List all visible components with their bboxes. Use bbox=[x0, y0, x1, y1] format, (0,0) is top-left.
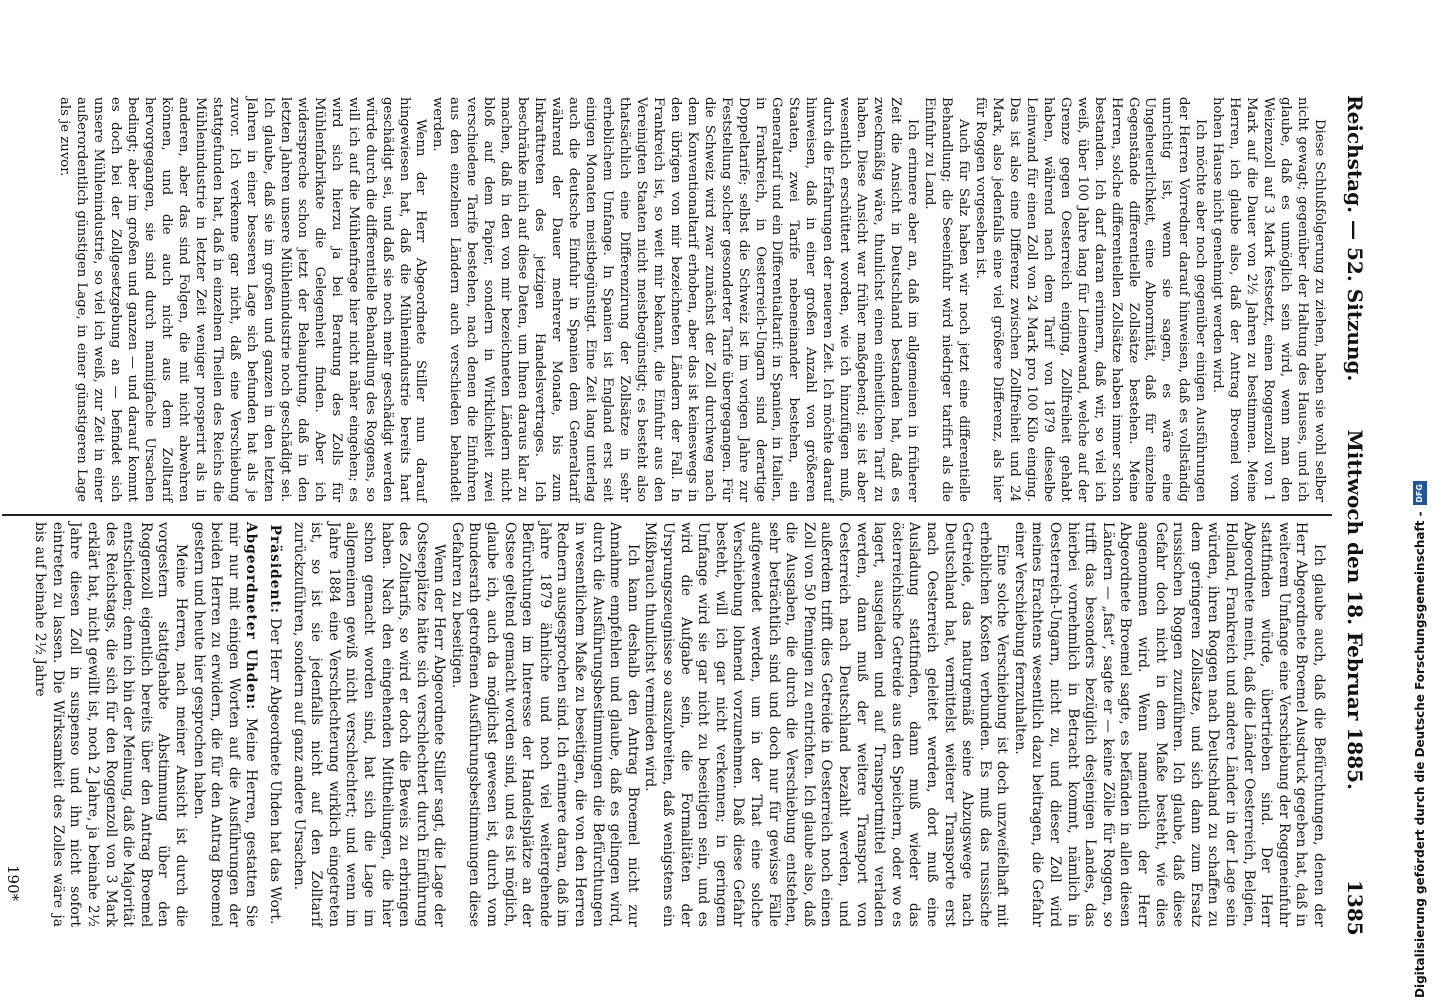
digitization-credit-text: Digitalisierung gefördert durch die Deutsche Forschungsgemeinschaft - bbox=[1413, 511, 1427, 998]
speaker-text: Meine Herren, gestatten Sie mir nur mit einigen Worten auf die Ausführungen der beiden Herren zu erwidern, die für den Antrag Broemel gestern und heute hier gesprochen haben. bbox=[190, 522, 260, 927]
text-paragraph: Ich möchte aber noch gegenüber einigen Ausführungen der Herren Vorredner darauf hinweisen, daß es vollständig unrichtig ist, wenn sie sagen, es wäre eine Ungeheuerlichkeit, eine Abnormität, daß für einzelne Gegenstände differentielle Zollsätze bestehen. Meine Herren, solche differentiellen Zollsätze haben immer schon bestanden. Ich darf daran erinnern, daß wir, so viel ich weiß, über 100 Jahre lang für Leinenwand, welche auf der Grenze gegen Oesterreich einging, Zollfreiheit gehabt haben, während nach dem Tarif von 1879 dieselbe Leinwand für einen Zoll von 24 Mark pro 100 Kilo einging. Das ist also eine Differenz zwischen Zollfreiheit und 24 Mark, also jedenfalls eine viel größere Differenz, als hier für Roggen vorgesehen ist. bbox=[972, 97, 1209, 502]
digitization-credit bbox=[1408, 0, 1432, 998]
speaker-paragraph bbox=[265, 522, 283, 927]
text-paragraph: Wenn der Herr Abgeordnete Stiller sagt, die Lage der Ostseeplätze hätte sich verschlechtert durch Einführung des Zolltarifs, so wird er doch die Beweis zu erbringen haben. Nach den eingehenden Mittheilungen, die hier schon gemacht worden sind, hat sich die Lage im allgemeinen gewiß nicht verschlechtert; und wenn im Jahre 1884 eine Verschlechterung wirklich eingetreten ist, so ist sie jedenfalls nicht auf den Zolltarif zurückzuführen, sondern auf ganz andere Ursachen. bbox=[290, 522, 448, 927]
text-paragraph: Ich glaube auch, daß die Befürchtungen, denen der Herr Abgeordnete Broemel Ausdruck gegeben hat, daß in weiterem Umfange eine Verschiebung der Roggeneinfuhr stattfinden würde, übertrieben sind. Der Herr Abgeordnete meint, daß die Länder Oesterreich, Belgien, Holland, Frankreich und andere Länder in der Lage sein würden, ihren Roggen nach Deutschland zu schaffen zu dem geringeren Zollsatze, und sich dann zum Ersatz russischen Roggen zuzuführen. Ich glaube, daß diese Gefahr doch nicht in dem Maße besteht, wie dies angenommen wird. Wenn namentlich der Herr Abgeordnete Broemel sagte, es befänden in allen diesen Ländern — „fast“, sagte er — keine Zölle für Roggen, so trifft das besonders bezüglich desjenigen Landes, das hierbei vornehmlich in Betracht kommt, nämlich in Oesterreich-Ungarn, nicht zu, und dieser Zoll wird meines Erachtens wesentlich dazu beitragen, die Gefahr einer Verschiebung fernzuhalten. bbox=[1011, 522, 1327, 927]
running-header-date: Mittwoch den 18. Februar 1885. bbox=[1343, 429, 1367, 790]
text-paragraph: Wenn der Herr Abgeordnete Stiller nun darauf hingewiesen hat, daß die Mühlenindustrie bereits hart geschädigt sei, und daß sie noch mehr geschädigt werden würde durch die differentielle Behandlung des Roggens, so will ich auf die Mühlenfrage hier nicht näher eingehen; es wird sich hierzu ja bei Beratung des Zolls für Mühlenfabrikate die Gelegenheit finden. Aber ich widerspreche schon jetzt der Behauptung, daß in den letzten Jahren unsere Mühlenindustrie noch geschädigt sei. Ich glaube, daß sie im großen und ganzen in den letzten Jahren in einer besseren Lage sich befunden hat als je zuvor. Ich verkenne gar nicht, daß eine Verschiebung stattgefunden hat, daß in einzelnen Theilen des Reichs die Mühlenindustrie in letzter Zeit weniger prosperirt als in anderen, aber das sind Folgen, die mit nicht abwehren können, und die auch nicht aus dem Zolltarif hervorgegangen, sie sind durch mannigfache Ursachen bedingt; aber im großen und ganzen — und darauf kommt es doch bei der Zollgesetzgebung an — befindet sich unsere Mühlenindustrie, so viel ich weiß, zur Zeit in einer außerordentlich günstigen Lage, in einer günstigeren Lage als je zuvor. bbox=[57, 97, 429, 502]
text-column-right bbox=[31, 522, 1327, 927]
text-column-left bbox=[56, 97, 1327, 502]
signature-mark: 190* bbox=[4, 865, 22, 902]
speaker-name: Präsident: bbox=[266, 524, 283, 614]
text-paragraph: Diese Schlußfolgerung zu ziehen, haben sie wohl selber nicht gewagt; gegenüber der Haltung des Hauses, und ich glaube, daß es unmöglich sein wird, wenn man den Weizenzoll auf 3 Mark festsetzt, einen Roggenzoll von 1 Mark auf die Dauer von 2½ Jahren zu bestimmen. Meine Herren, ich glaube also, daß der Antrag Broemel vom hohen Hause nicht genehmigt werden wird. bbox=[1210, 97, 1327, 502]
text-paragraph: Ich erinnere aber an, daß im allgemeinen in früherer Zeit die Ansicht in Deutschland bestanden hat, daß es zweckmäßig wäre, thunlichst einen einheitlichen Tarif zu haben. Diese Ansicht war früher maßgebend; sie ist aber wesentlich erschüttert worden, wie ich hinzufügen muß, durch die Erfahrungen der neueren Zeit. Ich möchte darauf hinweisen, daß in einer großen Anzahl von größeren Staaten, zwei Tarife nebeneinander bestehen, ein Generaltarif und ein Differentialtarif: in Spanien, in Italien, in Frankreich, in Oesterreich-Ungarn sind derartige Doppeltarife; selbst die Schweiz ist im vorigen Jahre zur Feststellung solcher gesonderter Tarife übergegangen. Für die Schweiz wird zwar zunächst der Zoll durchweg nach dem Konventionaltarif erhoben, aber das ist keineswegs in den übrigen von mir bezeichneten Ländern der Fall. In Frankreich ist, so weit mir bekannt, die Einfuhr aus den Vereinigten Staaten nicht meistbegünstigt; es besteht also thatsächlich eine Differenzirung der Zollsätze in sehr erheblichem Umfange. In Spanien ist England erst seit einigen Monaten meistbegünstigt. Eine Zeit lang unterlag auch die deutsche Einfuhr in Spanien dem Generaltarif während der Dauer mehrerer Monate, bis zum Inkrafttreten des jetzigen Handelsvertrages. Ich beschränke mich auf diese Daten, um Ihnen daraus klar zu machen, daß in den von mir bezeichneten Ländern nicht bloß auf dem Papier, sondern in Wirklichkeit zwei verschiedene Tarife bestehen, nach denen die Einfuhren aus den einzelnen Ländern auch verschieden behandelt werden. bbox=[430, 97, 921, 502]
column-divider bbox=[2, 514, 1332, 516]
text-paragraph: Ich kann deshalb den Antrag Broemel nicht zur Annahme empfehlen und glaube, daß es gelingen wird, durch die Ausführungsbestimmungen die Befürchtungen in wesentlichem Maße zu beseitigen, die von den Herren Rednern ausgesprochen sind. Ich erinnere daran, daß im Jahre 1879 ähnliche und noch viel weitergehende Befürchtungen im Interesse der Handelsplätze an der Ostsee geltend gemacht worden sind, und es ist möglich, glaube ich, auch da möglichst gewesen ist, durch vom Bundesrath getroffenen Ausführungsbestimmungen diese Gefahren zu beseitigen. bbox=[448, 522, 641, 927]
text-paragraph: Eine solche Verschiebung ist doch unzweifelhaft mit erheblichen Kosten verbunden. Es muß das russische Getreide, das naturgemäß seine Abzugswege nach Deutschland hat, vermittelst weiterer Transporte erst nach Oesterreich geleitet werden, dort muß eine Ausladung stattfinden, dann muß wieder das österreichische Getreide aus den Speichern, oder wo es lagert, ausgeladen und auf Transportmittel verladen werden, dann muß der weitere Transport von Oesterreich nach Deutschland bezahlt werden, und außerdem trifft dies Getreide in Oesterreich noch einen Zoll von 50 Pfennigen zu entrichten. Ich glaube also, daß die Ausgaben, die durch die Verschiebung entstehen, sehr beträchtlich sind und doch nur für gewisse Fälle aufgewendet werden, um in der That eine solche Verschiebung lohnend vorzunehmen. Daß diese Gefahr besteht, will ich gar nicht verkennen; in geringem Umfange wird sie gar nicht zu beseitigen sein, und es wird die Aufgabe sein, die Formalitäten der Ursprungszeugnisse so auszubreiten, daß wenigstens ein Mißbrauch thunlichst vermieden wird. bbox=[642, 522, 1011, 927]
speaker-paragraph bbox=[189, 522, 259, 927]
text-paragraph: Meine Herren, nach meiner Ansicht ist durch die vorgestern stattgehabte Abstimmung über den Roggenzoll eigentlich bereits über den Antrag Broemel entschieden; denn ich bin der Meinung, daß die Majorität des Reichstags, die sich für den Roggenzoll von 3 Mark erklärt hat, nicht gewillt ist, noch 2 Jahre, ja beinahe 2½ Jahre diesen Zoll in suspenso und ihn nicht sofort eintreten zu lassen. Die Wirksamkeit des Zolles wäre ja bis auf beinahe 2½ Jahre bbox=[32, 522, 189, 927]
speaker-name: Abgeordneter Uhden: bbox=[243, 522, 260, 711]
dfg-logo-icon: DFG bbox=[1413, 481, 1427, 505]
text-paragraph: Auch für Salz haben wir noch jetzt eine differentielle Behandlung; die Seeeinfuhr wird niedriger tarifirt als die Einfuhr zu Land. bbox=[922, 97, 971, 502]
page-number: 1385 bbox=[1343, 880, 1367, 936]
running-header-left: Reichstag. — 52. Sitzung. bbox=[1343, 95, 1367, 382]
speaker-text: Der Herr Abgeordnete Uhden hat das Wort. bbox=[266, 613, 283, 925]
